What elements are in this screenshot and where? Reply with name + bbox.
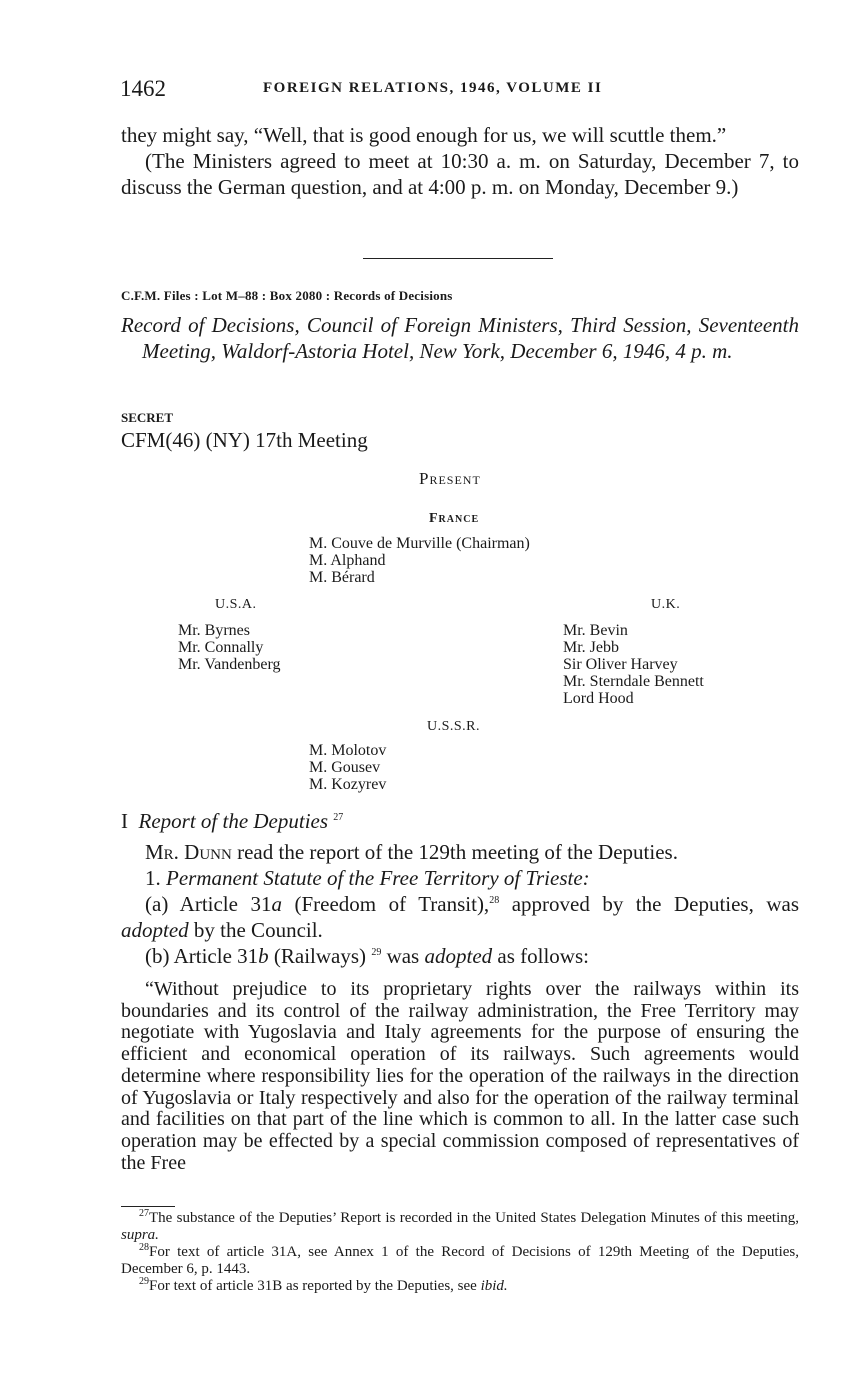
footnote-number: 28 (139, 1242, 149, 1253)
speaker-name: Mr. Dunn (145, 840, 232, 864)
subitem-label: (b) (145, 944, 170, 968)
footnote-italic: supra. (121, 1227, 159, 1243)
section-heading (121, 809, 343, 834)
record-title (121, 312, 799, 364)
dunn-text: read the report of the 129th meeting of the Deputies. (237, 840, 678, 864)
member-name: Mr. Connally (178, 639, 264, 656)
footnote-rule (121, 1206, 175, 1207)
footnote-text: The substance of the Deputies’ Report is recorded in the United States Delegation Minutes of this meeting, (149, 1210, 799, 1226)
section-body (121, 839, 799, 969)
uk-members (563, 622, 704, 707)
footnote (121, 1244, 799, 1278)
running-title: FOREIGN RELATIONS, 1946, VOLUME II (263, 80, 603, 96)
dunn-paragraph (121, 839, 799, 865)
usa-label: U.S.A. (215, 597, 257, 612)
footnote-ref: 29 (371, 947, 382, 958)
member-name: M. Molotov (309, 742, 387, 759)
page-number: 1462 (120, 76, 166, 101)
section-numeral: I (121, 809, 128, 833)
france-members (309, 535, 530, 586)
ussr-members (309, 742, 386, 793)
footnote-italic: ibid. (480, 1278, 508, 1294)
item-title: Permanent Statute of the Free Territory of Trieste: (166, 866, 590, 890)
ussr-label: U.S.S.R. (427, 719, 481, 734)
member-name: Mr. Vandenberg (178, 656, 281, 673)
present-heading: Present (419, 469, 481, 488)
ministers-agreement-paragraph: (The Ministers agreed to meet at 10:30 a. m. on Saturday, December 7, to discuss the German question, and at 4:00 p. m. on Monday, December 9.) (121, 149, 799, 199)
member-name: M. Kozyrev (309, 776, 387, 793)
footnote (121, 1210, 799, 1244)
footnote-number: 27 (139, 1208, 149, 1219)
member-name: M. Gousev (309, 759, 381, 776)
footnote-text: For text of article 31B as reported by the Deputies, see (149, 1278, 477, 1294)
footnote-number: 29 (139, 1276, 149, 1287)
quoted-article-text: “Without prejudice to its proprietary rights over the railways within its boundaries and its control of the railway administration, the Free Territory may negotiate with Yugoslavia and Italy agreements for the purpose of ensuring the efficient and economical operation of its railways. Such agreements would determine where responsibility lies for the operation of the railways in the direction of Yugoslavia or Italy respectively and also for the operation of the railway terminal and facilities on that part of the line which is common to all. In the latter case such operation may be effected by a special commission composed of representatives of the Free (121, 978, 799, 1174)
member-name: Sir Oliver Harvey (563, 656, 678, 673)
member-name: Mr. Jebb (563, 639, 619, 656)
adopted-word: adopted (424, 944, 493, 968)
file-reference: C.F.M. Files : Lot M–88 : Box 2080 : Records of Decisions (121, 288, 453, 303)
article-ref: Article 31 (173, 944, 259, 968)
article-desc: (Railways) (273, 944, 367, 968)
member-name: M. Bérard (309, 569, 375, 586)
article-desc: approved by the Deputies, was (511, 892, 800, 916)
footnote-text: For text of article 31A, see Annex 1 of the Record of Decisions of 129th Meeting of the Deputies, December 6, p. 1443. (121, 1244, 799, 1277)
article-desc: as follows: (497, 944, 589, 968)
footnote-ref: 28 (489, 895, 500, 906)
article-ref: Article 31 (179, 892, 272, 916)
usa-members (178, 622, 281, 673)
section-divider (363, 258, 553, 259)
item-number: 1. (145, 866, 161, 890)
continuation-line: they might say, “Well, that is good enough for us, we will scuttle them.” (121, 123, 727, 147)
record-title-text: Record of Decisions, Council of Foreign Ministers, Third Session, Seventeenth Meeting, Waldorf-Astoria Hotel, New York, December 6, 1946, 4 p. m. (121, 313, 799, 363)
item-heading (121, 865, 799, 891)
member-name: Mr. Byrnes (178, 622, 250, 639)
france-label: France (429, 511, 480, 526)
member-name: M. Alphand (309, 552, 386, 569)
article-letter: a (271, 892, 282, 916)
subitem-b (121, 943, 799, 969)
article-desc: by the Council. (193, 918, 323, 942)
article-desc: was (386, 944, 420, 968)
adopted-word: adopted (121, 918, 189, 942)
article-desc: (Freedom of Transit), (294, 892, 490, 916)
section-title: Report of the Deputies (138, 809, 329, 833)
subitem-a (121, 891, 799, 943)
footnote-ref: 27 (333, 812, 344, 823)
classification-label: SECRET (121, 410, 174, 425)
member-name: Mr. Sterndale Bennett (563, 673, 704, 690)
member-name: Mr. Bevin (563, 622, 628, 639)
footnotes (121, 1210, 799, 1295)
uk-label: U.K. (651, 597, 681, 612)
article-letter: b (258, 944, 269, 968)
subitem-label: (a) (145, 892, 169, 916)
member-name: Lord Hood (563, 690, 634, 707)
meeting-reference: CFM(46) (NY) 17th Meeting (121, 428, 368, 452)
continuation-paragraph (121, 122, 799, 200)
footnote (121, 1278, 799, 1295)
member-name: M. Couve de Murville (Chairman) (309, 535, 530, 552)
